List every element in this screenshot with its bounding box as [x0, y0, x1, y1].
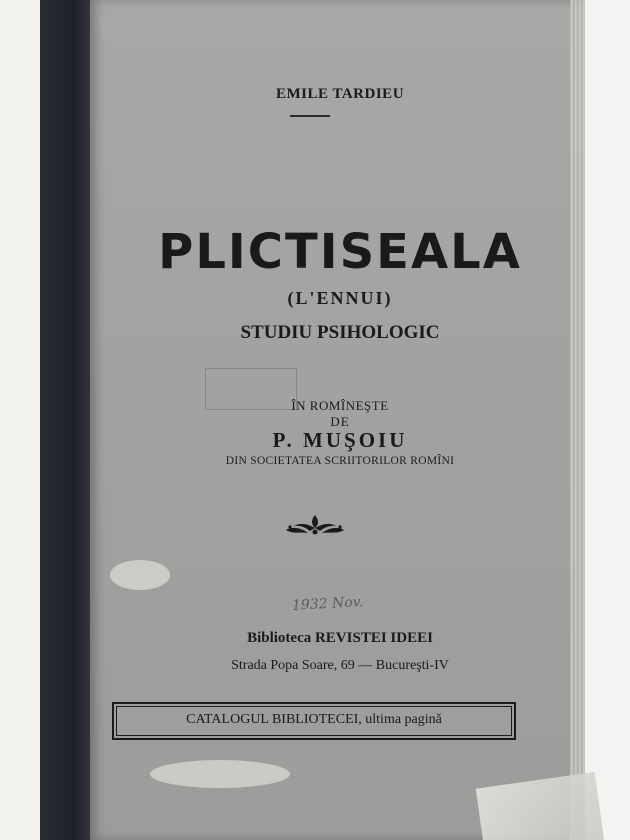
- author-divider: [290, 115, 330, 117]
- paper-stain: [110, 560, 170, 590]
- translator-affiliation: DIN SOCIETATEA SCRIITORILOR ROMÎNI: [225, 455, 455, 467]
- catalog-note: CATALOGUL BIBLIOTECEI, ultima pagină: [186, 712, 442, 727]
- translator-name: P. MUŞOIU: [272, 428, 408, 452]
- translation-note: ÎN ROMÎNEŞTE: [291, 398, 389, 413]
- publisher-library: Biblioteca REVISTEI IDEEI: [247, 630, 433, 646]
- original-title: (L'ENNUI): [287, 288, 393, 308]
- translation-by: DE: [330, 414, 350, 429]
- book-spine: [40, 0, 95, 840]
- handwritten-note: 1932 Nov.: [291, 594, 364, 614]
- publisher-address: Strada Popa Soare, 69 — Bucureşti-IV: [231, 658, 449, 673]
- book-title: PLICTISEALA: [158, 224, 522, 280]
- author-name: EMILE TARDIEU: [275, 86, 405, 102]
- book-subtitle: STUDIU PSIHOLOGIC: [240, 322, 440, 343]
- background-right: [585, 0, 630, 840]
- floral-ornament-icon: [280, 512, 350, 538]
- paper-stain: [150, 760, 290, 788]
